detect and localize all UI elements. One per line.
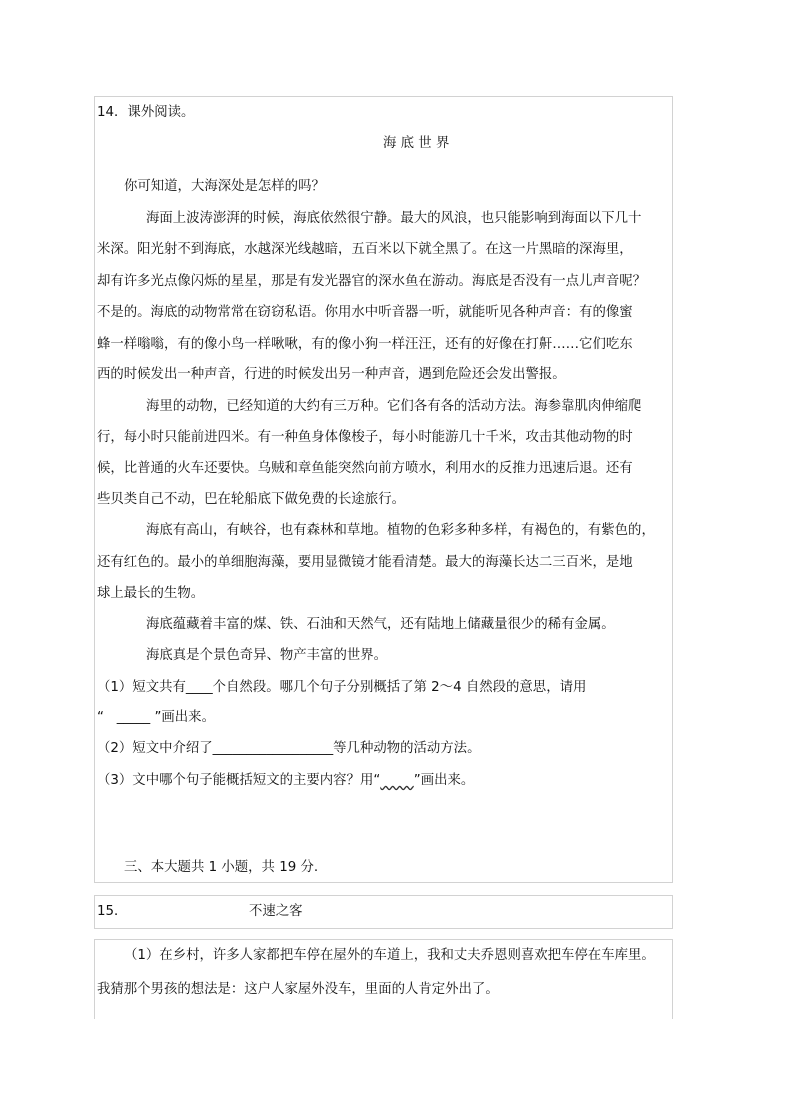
sub-question-1: （1）短文共有____个自然段。哪几个句子分别概括了第 2～4 自然段的意思，请用 bbox=[97, 680, 587, 695]
passage-line: 海面上波涛澎湃的时候，海底依然很宁静。最大的风浪，也只能影响到海面以下几十 bbox=[146, 211, 642, 226]
sub-question-1-cont: “ _____ ”画出来。 bbox=[97, 710, 215, 725]
passage-title: 海 底 世 界 bbox=[383, 136, 450, 151]
section-three-heading: 三、本大题共 1 小题，共 19 分. bbox=[124, 860, 319, 875]
wavy-line-mark bbox=[380, 773, 413, 788]
passage-line: 你可知道，大海深处是怎样的吗？ bbox=[124, 179, 325, 194]
sub-question-2: （2）短文中介绍了__________________等几种动物的活动方法。 bbox=[97, 741, 481, 756]
passage-line: 还有红色的。最小的单细胞海藻，要用显微镜才能看清楚。最大的海藻长达二三百米，是地 bbox=[97, 555, 633, 570]
passage-line: （1）在乡村，许多人家都把车停在屋外的车道上，我和丈夫乔恩则喜欢把车停在车库里。 bbox=[124, 948, 655, 963]
passage-line: 球上最长的生物。 bbox=[97, 586, 205, 601]
passage-line: 海底蕴藏着丰富的煤、铁、石油和天然气，还有陆地上储藏量很少的稀有金属。 bbox=[146, 617, 615, 632]
passage-line: 不是的。海底的动物常常在窃窃私语。你用水中听音器一听，就能听见各种声音：有的像蜜 bbox=[97, 305, 633, 320]
question-15-title: 不速之客 bbox=[249, 904, 303, 919]
question-14-header: 14．课外阅读。 bbox=[97, 105, 195, 120]
question-15-header-box bbox=[94, 895, 673, 929]
passage-line: 却有许多光点像闪烁的星星，那是有发光器官的深水鱼在游动。海底是否没有一点儿声音呢？ bbox=[97, 274, 647, 289]
passage-line: 海里的动物，已经知道的大约有三万种。它们各有各的活动方法。海参靠肌肉伸缩爬 bbox=[146, 399, 642, 414]
passage-line: 些贝类自己不动，巴在轮船底下做免费的长途旅行。 bbox=[97, 492, 405, 507]
passage-line: 西的时候发出一种声音，行进的时候发出另一种声音，遇到危险还会发出警报。 bbox=[97, 367, 566, 382]
passage-line: 海底有高山，有峡谷，也有森林和草地。植物的色彩多种多样，有褐色的，有紫色的， bbox=[146, 523, 655, 538]
passage-line: 我猜那个男孩的想法是：这户人家屋外没车，里面的人肯定外出了。 bbox=[97, 982, 499, 997]
passage-line: 候，比普通的火车还要快。乌贼和章鱼能突然向前方喷水，利用水的反推力迅速后退。还有 bbox=[97, 461, 633, 476]
passage-line: 海底真是个景色奇异、物产丰富的世界。 bbox=[146, 648, 388, 663]
question-15-number: 15． bbox=[97, 904, 128, 919]
answer-blank[interactable]: __________________ bbox=[212, 741, 334, 756]
answer-blank[interactable]: ____ bbox=[185, 680, 213, 695]
line-mark-sample: _____ bbox=[116, 710, 151, 725]
passage-line: 行，每小时只能前进四米。有一种鱼身体像梭子，每小时能游几十千米，攻击其他动物的时 bbox=[97, 430, 633, 445]
passage-line: 蜂一样嗡嗡，有的像小鸟一样啾啾，有的像小狗一样汪汪，还有的好像在打鼾……它们吃东 bbox=[97, 337, 633, 352]
sub-question-3: （3）文中哪个句子能概括短文的主要内容？用“ ”画出来。 bbox=[97, 773, 475, 788]
passage-line: 米深。阳光射不到海底，水越深光线越暗，五百米以下就全黑了。在这一片黑暗的深海里， bbox=[97, 242, 633, 257]
